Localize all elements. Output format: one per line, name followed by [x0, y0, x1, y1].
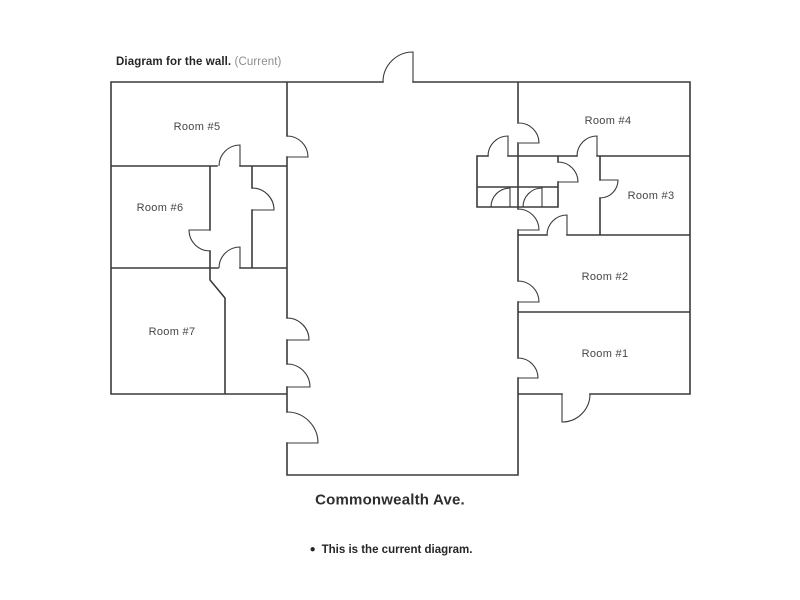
room-label-3: Room #3: [627, 190, 675, 202]
room-label-5: Room #5: [173, 121, 221, 133]
room-label-4: Room #4: [584, 115, 632, 127]
room-label-2: Room #2: [581, 271, 629, 283]
bullet-icon: ●: [309, 544, 316, 555]
room-label-7: Room #7: [148, 326, 196, 338]
page-title-status: (Current): [234, 56, 282, 68]
legend-note: [310, 544, 473, 556]
door-swing-arcs: [189, 52, 618, 443]
room-label-1: Room #1: [581, 348, 629, 360]
street-label: Commonwealth Ave.: [315, 491, 465, 509]
room-label-6: Room #6: [136, 202, 184, 214]
page-title-main: Diagram for the wall.: [116, 56, 232, 68]
legend-text: This is the current diagram.: [321, 544, 473, 556]
